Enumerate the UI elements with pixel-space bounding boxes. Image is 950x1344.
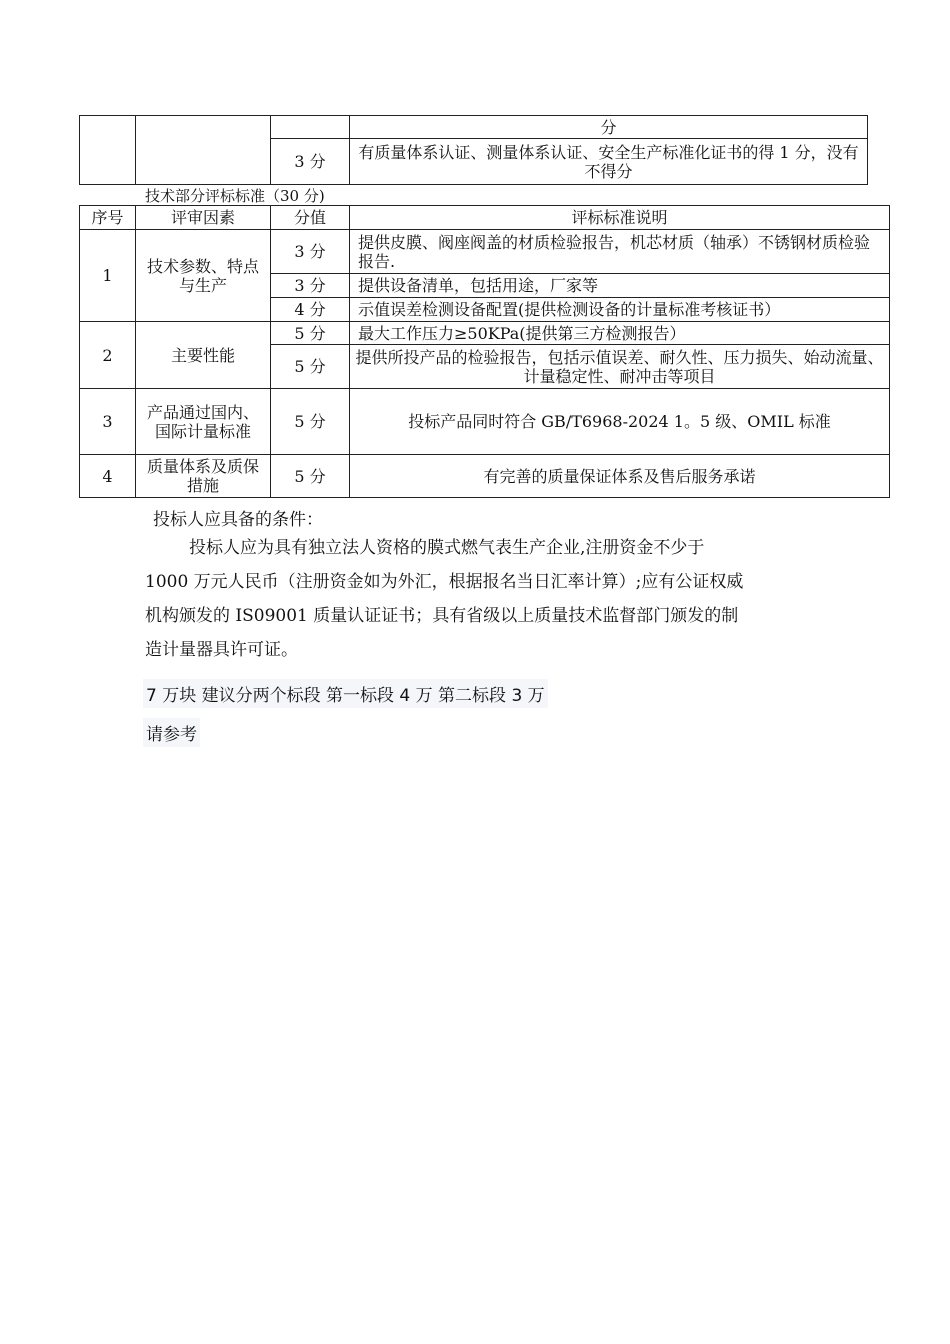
table-row (80, 455, 890, 498)
header-no: 序号 (80, 206, 136, 230)
row-score: 5 分 (271, 455, 350, 498)
table-row (80, 230, 890, 274)
row-score: 3 分 (271, 274, 350, 298)
table-row (80, 322, 890, 345)
row-description: 有完善的质量保证体系及售后服务承诺 (350, 455, 890, 498)
row-no: 2 (80, 322, 136, 389)
table-row (80, 389, 890, 455)
row-score: 5 分 (271, 345, 350, 389)
row-description: 最大工作压力≥50KPa(提供第三方检测报告） (350, 322, 890, 345)
row-factor: 产品通过国内、国际计量标准 (136, 389, 271, 455)
conditions-title: 投标人应具备的条件： (153, 510, 323, 530)
table-row (80, 116, 868, 139)
row-no: 3 (80, 389, 136, 455)
top-table (79, 115, 868, 185)
conditions-line: 造计量器具许可证。 (145, 640, 298, 660)
row-factor: 质量体系及质保措施 (136, 455, 271, 498)
table-cell (136, 116, 271, 185)
header-factor: 评审因素 (136, 206, 271, 230)
conditions-line: 投标人应为具有独立法人资格的膜式燃气表生产企业,注册资金不少于 (189, 538, 705, 558)
row-no: 1 (80, 230, 136, 322)
conditions-line: 1000 万元人民币（注册资金如为外汇，根据报名当日汇率计算）;应有公证权威 (145, 572, 744, 592)
row-description: 提供设备清单，包括用途，厂家等 (350, 274, 890, 298)
row-factor: 技术参数、特点与生产 (136, 230, 271, 322)
row-score: 3 分 (271, 230, 350, 274)
header-score: 分值 (271, 206, 350, 230)
row-factor: 主要性能 (136, 322, 271, 389)
table-cell: 分 (350, 116, 868, 139)
row-score: 4 分 (271, 298, 350, 322)
row-description: 提供皮膜、阀座阀盖的材质检验报告，机芯材质（轴承）不锈钢材质检验报告. (350, 230, 890, 274)
table-cell (80, 116, 136, 185)
criteria-cell: 有质量体系认证、测量体系认证、安全生产标准化证书的得 1 分，没有不得分 (350, 139, 868, 185)
row-description: 示值误差检测设备配置(提供检测设备的计量标准考核证书） (350, 298, 890, 322)
note-line: 7 万块 建议分两个标段 第一标段 4 万 第二标段 3 万 (143, 679, 548, 708)
row-score: 5 分 (271, 389, 350, 455)
row-no: 4 (80, 455, 136, 498)
row-description: 提供所投产品的检验报告，包括示值误差、耐久性、压力损失、始动流量、计量稳定性、耐冲击等项目 (350, 345, 890, 389)
conditions-line: 机构颁发的 IS09001 质量认证证书；具有省级以上质量技术监督部门颁发的制 (145, 606, 739, 626)
row-score: 5 分 (271, 322, 350, 345)
row-description: 投标产品同时符合 GB/T6968-2024 1。5 级、OMIL 标准 (350, 389, 890, 455)
score-cell: 3 分 (271, 139, 350, 185)
tech-scoring-table (79, 205, 890, 498)
table-cell (271, 116, 350, 139)
header-description: 评标标准说明 (350, 206, 890, 230)
table-header-row (80, 206, 890, 230)
note-line: 请参考 (143, 718, 200, 747)
table-caption: 技术部分评标标准（30 分) (145, 187, 325, 205)
